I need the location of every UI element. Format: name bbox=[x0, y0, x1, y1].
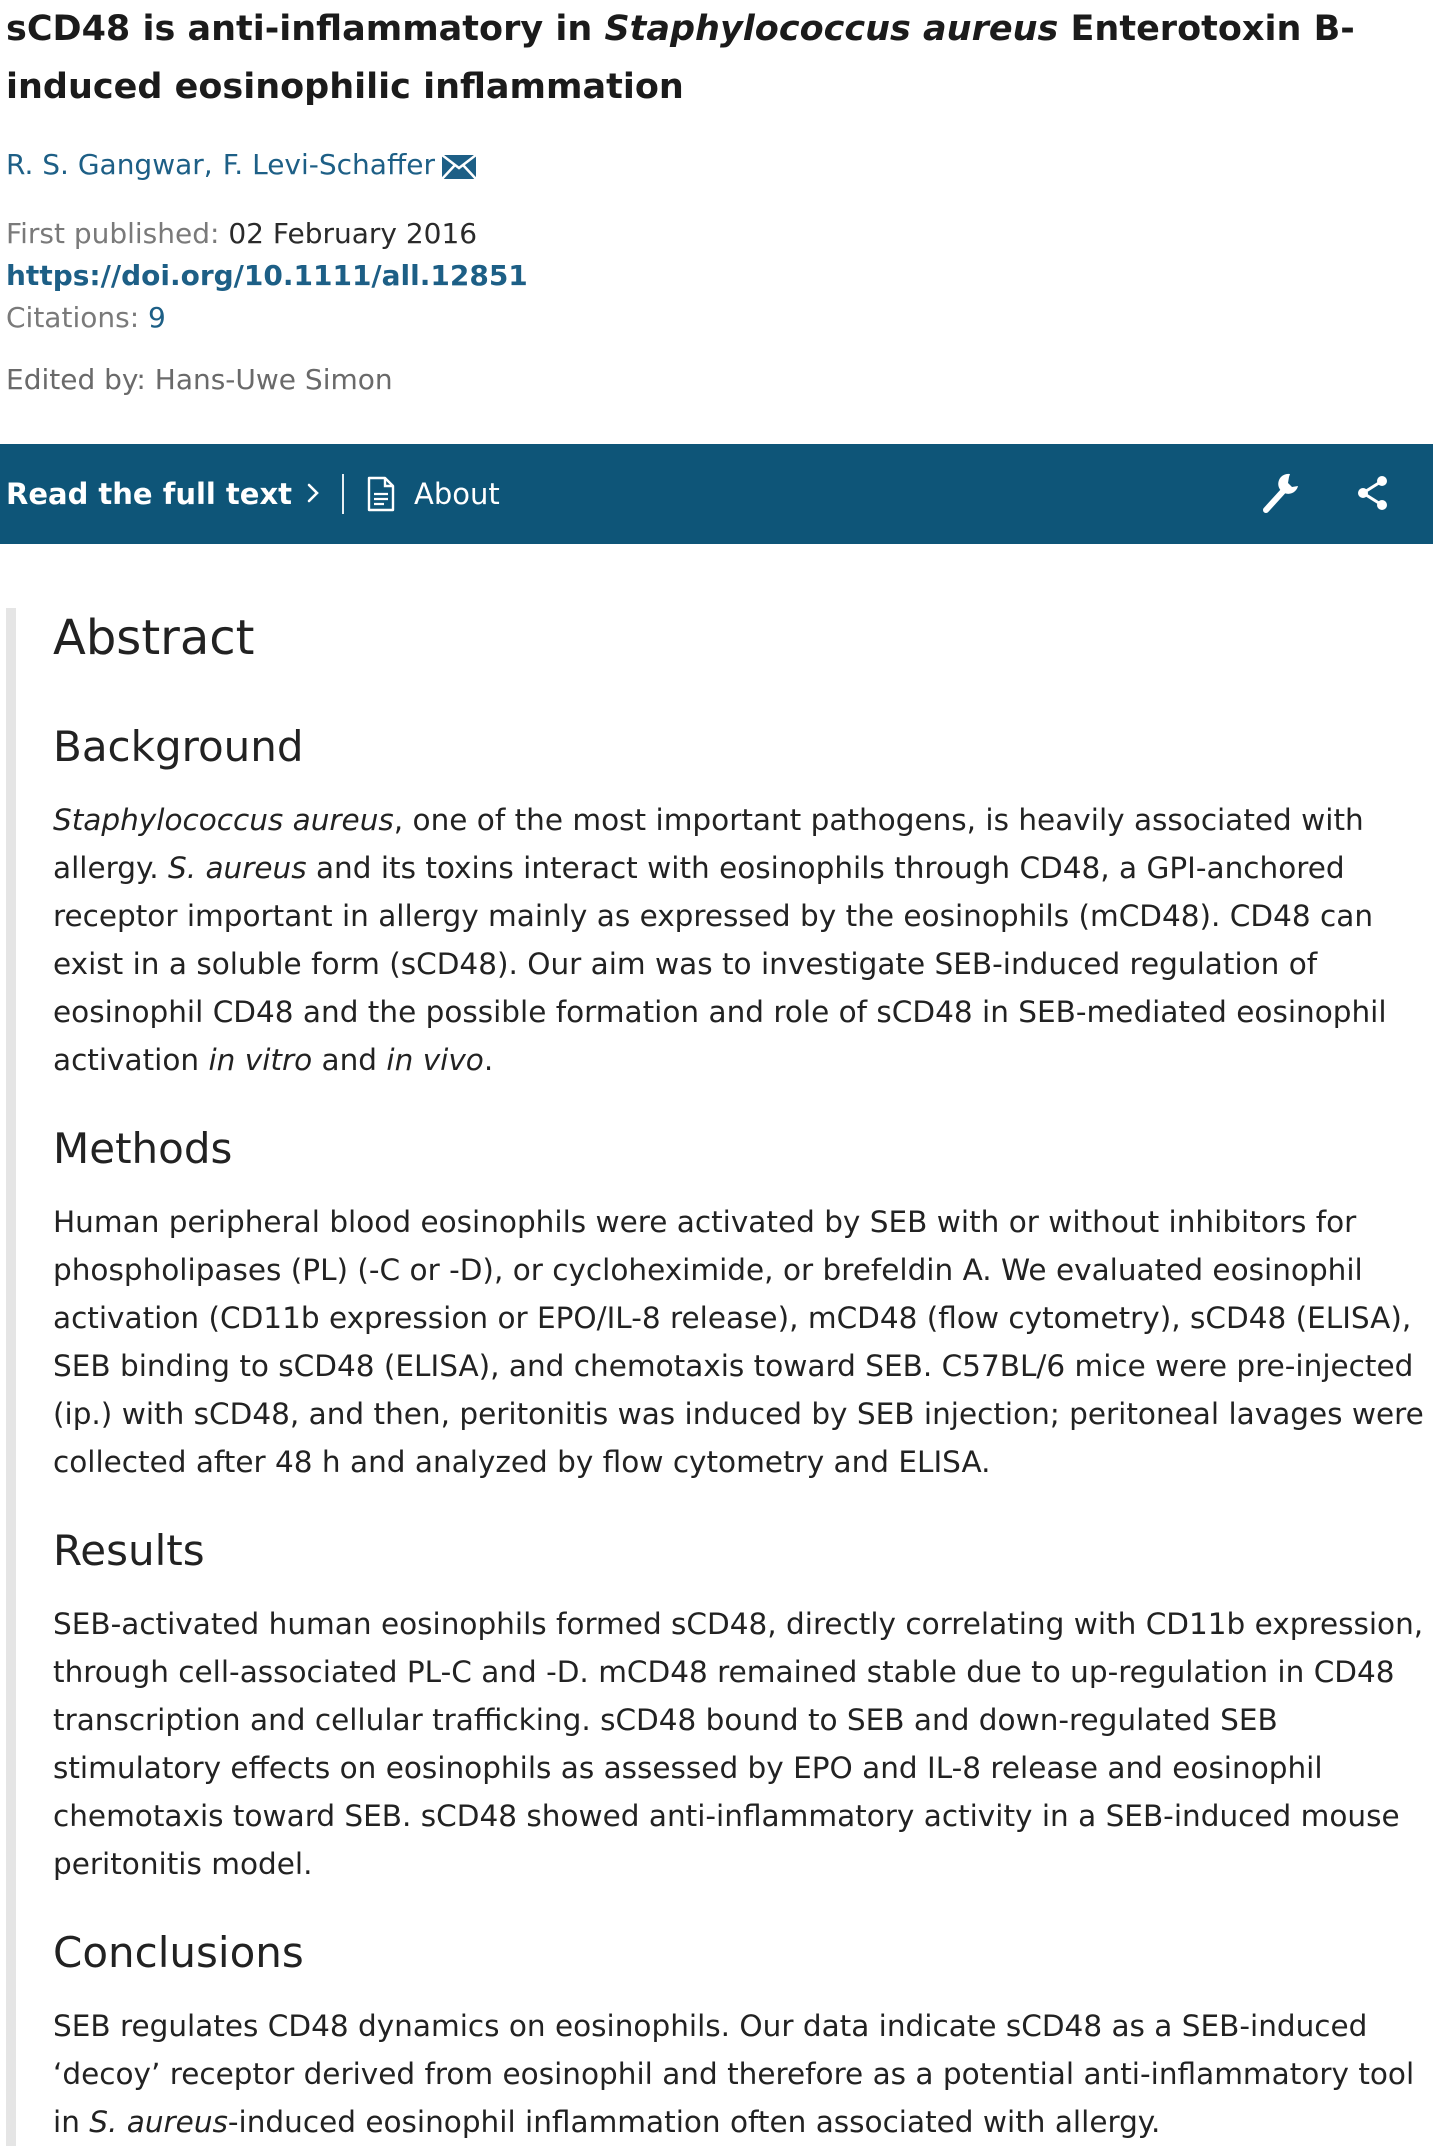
background-paragraph bbox=[53, 796, 1426, 1084]
author-link-gangwar[interactable]: R. S. Gangwar bbox=[6, 148, 204, 181]
methods-paragraph: Human peripheral blood eosinophils were activated by SEB with or without inhibitors for phospholipases (PL) (-C or -D), or cycloheximide, or brefeldin A. We evaluated eosinophil activation (CD11b expression or EPO/IL-8 release), mCD48 (flow cytometry), sCD48 (ELISA), SEB binding to sCD48 (ELISA), and chemotaxis toward SEB. C57BL/6 mice were pre-injected (ip.) with sCD48, and then, peritonitis was induced by SEB injection; peritoneal lavages were collected after 48 h and analyzed by flow cytometry and ELISA. bbox=[53, 1205, 1424, 1479]
conclusions-paragraph bbox=[53, 2002, 1426, 2146]
article-title bbox=[6, 0, 1386, 116]
text-run: . bbox=[483, 1043, 494, 1077]
about-label: About bbox=[414, 477, 500, 511]
text-run: SEB regulates CD48 dynamics on eosinophils. Our data indicate sCD48 as a SEB-induced ‘decoy’ receptor derived from eosinophil and therefore as a potential anti-inflammatory tool in bbox=[53, 2009, 1415, 2139]
text-run: -induced eosinophil inflammation often associated with allergy. bbox=[227, 2105, 1161, 2139]
envelope-icon[interactable] bbox=[441, 154, 477, 180]
methods-heading: Methods bbox=[53, 1124, 233, 1173]
publication-meta bbox=[6, 213, 1433, 339]
text-run: and bbox=[312, 1043, 387, 1077]
species-name: S. aureus bbox=[167, 851, 307, 885]
share-icon[interactable] bbox=[1356, 474, 1390, 516]
document-icon bbox=[366, 476, 396, 512]
author-separator: , bbox=[203, 148, 213, 181]
species-name: S. aureus bbox=[89, 2105, 228, 2139]
background-heading: Background bbox=[53, 722, 304, 771]
author-list bbox=[6, 148, 1433, 181]
edited-by: Edited by: Hans-Uwe Simon bbox=[6, 363, 393, 396]
title-part: sCD48 is anti-inflammatory in bbox=[6, 9, 605, 49]
results-heading: Results bbox=[53, 1526, 205, 1575]
italic-term: in vitro bbox=[208, 1043, 313, 1077]
article-header bbox=[0, 0, 1433, 396]
toolbar-divider bbox=[342, 474, 344, 514]
results-paragraph: SEB-activated human eosinophils formed sCD48, directly correlating with CD11b expression, through cell-associated PL-C and -D. mCD48 remained stable due to up-regulation in CD48 transcription and cellular trafficking. sCD48 bound to SEB and down-regulated SEB stimulatory effects on eosinophils as assessed by EPO and IL-8 release and eosinophil chemotaxis toward SEB. sCD48 showed anti-inflammatory activity in a SEB-induced mouse peritonitis model. bbox=[53, 1607, 1424, 1881]
wrench-icon[interactable] bbox=[1260, 470, 1304, 520]
species-name: Staphylococcus aureus bbox=[53, 803, 394, 837]
doi-link[interactable]: https://doi.org/10.1111/all.12851 bbox=[6, 259, 528, 292]
chevron-right-icon bbox=[306, 477, 320, 511]
read-full-text-label: Read the full text bbox=[6, 477, 293, 511]
read-full-text-button[interactable] bbox=[6, 477, 320, 511]
citations bbox=[6, 297, 1433, 339]
first-published-date: 02 February 2016 bbox=[228, 217, 478, 250]
abstract-heading: Abstract bbox=[53, 610, 255, 666]
about-button[interactable] bbox=[366, 476, 500, 512]
citations-count[interactable]: 9 bbox=[148, 301, 166, 334]
title-part: Enterotoxin B-induced eosinophilic inflammation bbox=[6, 9, 1355, 107]
author-link-levi-schaffer[interactable]: F. Levi-Schaffer bbox=[222, 148, 435, 181]
citations-label: Citations: bbox=[6, 301, 140, 334]
first-published-label: First published: bbox=[6, 217, 220, 250]
article-toolbar bbox=[0, 444, 1433, 544]
text-run: , one of the most important pathogens, is heavily associated with allergy. bbox=[53, 803, 1364, 885]
title-species: Staphylococcus aureus bbox=[604, 9, 1059, 49]
italic-term: in vivo bbox=[386, 1043, 484, 1077]
conclusions-heading: Conclusions bbox=[53, 1928, 304, 1977]
first-published bbox=[6, 213, 1433, 255]
abstract-section bbox=[6, 608, 1426, 2146]
text-run: and its toxins interact with eosinophils through CD48, a GPI-anchored receptor important in allergy mainly as expressed by the eosinophils (mCD48). CD48 can exist in a soluble form (sCD48). Our aim was to investigate SEB-induced regulation of eosinophil CD48 and the possible formation and role of sCD48 in SEB-mediated eosinophil activation bbox=[53, 851, 1387, 1077]
